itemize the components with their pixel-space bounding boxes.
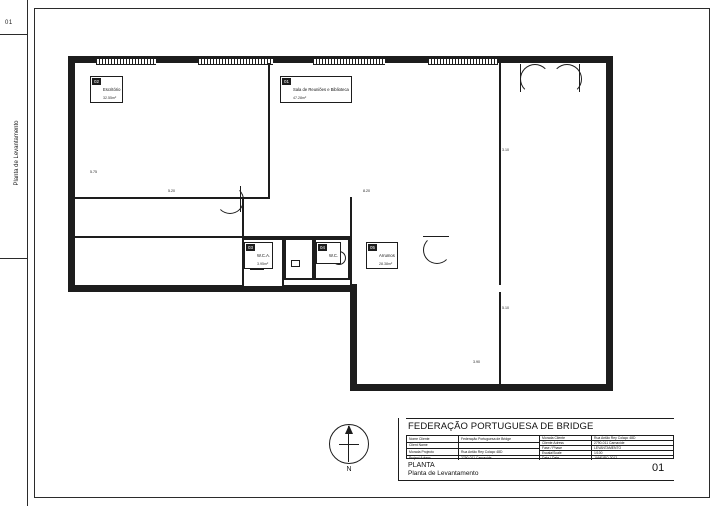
titleblock-column-right xyxy=(540,436,673,460)
dimension-label-3: 5.75 xyxy=(90,170,97,174)
titleblock-key: Project Adress xyxy=(407,456,459,460)
titleblock-info-grid xyxy=(406,435,674,459)
fixture-wc-1 xyxy=(291,260,300,267)
titleblock-divider-bottom xyxy=(398,480,674,481)
dimension-label-4: 3.10 xyxy=(502,148,509,152)
room-tag-area: 47.28m² xyxy=(293,96,307,101)
door-leaf-office xyxy=(240,186,241,212)
room-tag-name: W.C.A. xyxy=(257,253,271,258)
titleblock-value: 2790-011 Carnaxide xyxy=(461,455,492,460)
wall-hatch-1 xyxy=(96,58,156,65)
left-margin-strip xyxy=(0,0,28,506)
titleblock-key: Escala/Scale xyxy=(540,451,592,455)
wall-hatch-2 xyxy=(198,58,273,65)
partition-vertical-center xyxy=(350,197,352,292)
compass-crosshair xyxy=(339,444,359,445)
titleblock-column-left xyxy=(407,436,540,460)
title-block xyxy=(406,418,674,480)
titleblock-key: Cliente Adress xyxy=(540,441,592,445)
titleblock-key: Nome Cliente xyxy=(407,436,459,442)
dimension-label-6: 3.90 xyxy=(473,360,480,364)
door-arc-storage xyxy=(423,236,451,264)
wall-merge-patch xyxy=(357,282,606,293)
dimension-label-1: 5.20 xyxy=(168,189,175,193)
floor-plan xyxy=(68,56,613,391)
titleblock-value: Federação Portuguesa de Bridge xyxy=(461,436,511,441)
room-tag-sala-reunioes xyxy=(280,76,352,103)
door-arc-entrance-left xyxy=(520,64,550,94)
room-tag-id: 01 xyxy=(283,79,289,84)
room-tag-name: Arrumos xyxy=(379,253,395,258)
titleblock-key: Morada Projecto xyxy=(407,449,459,455)
titleblock-value: 2790-011 Carnaxide xyxy=(594,441,625,445)
titleblock-value: Rua Antão Rey Colaço 48D xyxy=(461,450,503,455)
titleblock-row xyxy=(407,456,539,460)
room-tag-area: 3.95m² xyxy=(257,262,269,267)
strip-divider-bottom xyxy=(0,258,28,259)
room-tag-id: 03 xyxy=(247,245,253,250)
room-tag-escritorio xyxy=(90,76,123,103)
room-tag-arrumos xyxy=(366,242,398,269)
titleblock-row xyxy=(407,436,539,443)
dimension-label-2: 8.20 xyxy=(363,189,370,193)
titleblock-value: JANEIRO 2012 xyxy=(594,456,618,460)
strip-divider-top xyxy=(0,34,28,35)
door-leaf-entrance-left xyxy=(520,64,521,92)
door-leaf-storage xyxy=(423,236,449,237)
partition-vertical-left xyxy=(268,63,270,199)
sheet-number: 01 xyxy=(652,462,665,474)
compass-icon xyxy=(327,424,371,482)
titleblock-row xyxy=(540,456,673,460)
door-arc-entrance-right xyxy=(552,64,582,94)
room-tag-name: W.C. xyxy=(329,253,339,258)
partition-vertical-right-lower xyxy=(499,292,501,386)
titleblock-row xyxy=(407,443,539,450)
drawing-title-group xyxy=(408,461,478,479)
titleblock-row xyxy=(407,449,539,456)
company-name: FEDERAÇÃO PORTUGUESA DE BRIDGE xyxy=(408,421,594,432)
room-tag-id: 02 xyxy=(93,79,99,84)
sheet-side-label: Planta de Levantamento xyxy=(14,120,20,186)
exterior-wall-lower-block xyxy=(350,284,613,391)
titleblock-key: Data / Date xyxy=(540,456,592,460)
titleblock-key: Fase / Phase xyxy=(540,446,592,450)
door-leaf-entrance-right xyxy=(579,64,580,92)
compass-north-tip xyxy=(345,425,353,434)
titleblock-value: 1/100 xyxy=(594,451,603,455)
compass-label: N xyxy=(346,466,352,473)
partition-vertical-right xyxy=(499,63,501,285)
room-tag-wca xyxy=(244,242,273,269)
room-tag-wc xyxy=(316,242,341,264)
titleblock-key: Morada Cliente xyxy=(540,436,592,440)
titleblock-value: Rua Antão Rey Colaço 48D xyxy=(594,436,636,440)
room-tag-name: Escritório xyxy=(103,87,121,92)
titleblock-key: Client Name xyxy=(407,443,459,449)
room-tag-area: 32.55m² xyxy=(103,96,117,101)
drawing-title: PLANTA xyxy=(408,462,435,469)
room-tag-id: 05 xyxy=(369,245,375,250)
drawing-subtitle: Planta de Levantamento xyxy=(408,470,479,478)
room-tag-id: 04 xyxy=(319,245,325,250)
wall-hatch-4 xyxy=(428,58,498,65)
dimension-label-5: 5.10 xyxy=(502,306,509,310)
room-tag-area: 28.38m² xyxy=(379,262,393,267)
titleblock-divider-vertical xyxy=(398,418,399,480)
wall-hatch-3 xyxy=(313,58,385,65)
wc-room xyxy=(284,238,314,280)
titleblock-value: LEVANTAMENTO xyxy=(594,446,622,450)
room-tag-name: Sala de Reuniões e Biblioteca xyxy=(293,87,349,92)
sheet-number-margin: 01 xyxy=(5,20,13,26)
